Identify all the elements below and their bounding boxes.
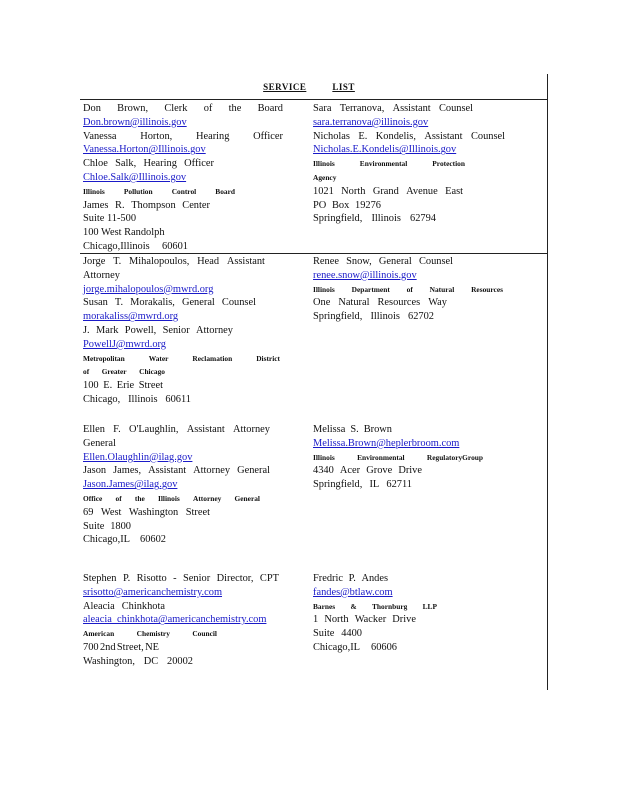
word: 60611	[165, 393, 191, 405]
contact-name	[83, 157, 214, 171]
contact-title: General	[83, 437, 116, 449]
word: Box	[331, 199, 350, 211]
word: James	[83, 199, 109, 211]
word: Control	[171, 186, 197, 196]
title-list: LIST	[332, 82, 355, 92]
word: Snow,	[346, 256, 372, 267]
word: Springfield,	[313, 479, 363, 491]
address-line: Suite 11-500	[83, 213, 137, 225]
contact-name	[313, 423, 392, 437]
contact-name	[313, 102, 473, 116]
email-link[interactable]: PowellJ@mwrd.org	[83, 338, 166, 350]
word: Attorney	[196, 324, 233, 336]
word: of	[203, 103, 213, 114]
word: Morakalis,	[130, 297, 175, 309]
email-link[interactable]: Jason.James@ilag.gov	[83, 479, 178, 491]
word: Springfield,	[313, 311, 363, 323]
word: Assistant	[424, 130, 463, 142]
word: E.	[358, 130, 368, 142]
word: Reclamation	[192, 353, 233, 363]
word: Washington,	[83, 655, 135, 667]
word: Assistant	[226, 256, 265, 267]
address-line	[83, 533, 166, 547]
word: Environmental	[359, 159, 408, 169]
word: Drive	[392, 614, 416, 626]
word: Resources	[471, 284, 503, 294]
word: Attorney	[233, 424, 270, 435]
email-link[interactable]: Vanessa.Horton@Illinois.gov	[83, 144, 206, 156]
address-line	[83, 199, 210, 213]
word: Board	[215, 186, 235, 196]
word: Jason	[83, 465, 107, 477]
word: Washington	[128, 506, 179, 518]
word: Center	[182, 199, 210, 211]
word: Counsel	[221, 297, 256, 309]
address-line	[83, 655, 193, 669]
word: General	[237, 465, 270, 477]
word: Director,	[216, 573, 254, 584]
address-line	[313, 212, 436, 226]
word: James,	[113, 465, 142, 477]
address-line	[313, 296, 447, 310]
word: IL	[369, 479, 380, 491]
word: Suite	[83, 520, 105, 532]
word: Street	[185, 506, 210, 518]
word: P.	[348, 573, 356, 584]
address-line	[83, 506, 210, 520]
word: Fredric	[313, 573, 344, 584]
word: Sara	[313, 103, 332, 114]
word: 2nd	[99, 641, 116, 653]
email-link[interactable]: fandes@btlaw.com	[313, 586, 393, 598]
word: Assistant	[148, 465, 187, 477]
entry-ierg	[313, 423, 505, 492]
contact-name	[83, 464, 270, 478]
email-link[interactable]: Melissa.Brown@heplerbroom.com	[313, 437, 460, 449]
address-line	[313, 199, 381, 213]
word: 60606	[371, 641, 397, 653]
word: One	[313, 297, 331, 309]
email-link[interactable]: Nicholas.E.Kondelis@Illinois.gov	[313, 144, 457, 156]
word: Suite	[313, 628, 335, 640]
organization-name	[313, 451, 483, 465]
word: Illinois	[370, 311, 400, 323]
word: Metropolitan	[83, 353, 125, 363]
entry-idnr	[313, 255, 505, 324]
word: 4340	[313, 465, 334, 477]
word: Ellen	[83, 424, 105, 435]
entry-american-chemistry-council	[83, 572, 283, 669]
address-line	[313, 185, 463, 199]
word: 1800	[110, 520, 131, 532]
word: Clerk	[164, 103, 188, 114]
word: 60602	[140, 534, 166, 546]
word: Council	[192, 629, 217, 639]
word: Chinkhota	[121, 600, 165, 612]
address-line	[83, 520, 131, 534]
word: Renee	[313, 256, 339, 267]
word: East	[445, 185, 463, 197]
word: Chemistry	[136, 629, 170, 639]
contact-name	[83, 572, 279, 586]
word: P.	[122, 573, 131, 584]
email-link[interactable]: renee.snow@illinois.gov	[313, 269, 417, 281]
address-line	[313, 478, 412, 492]
word: Risotto	[136, 573, 167, 584]
address-line	[83, 641, 159, 655]
word: Assistant	[392, 103, 431, 114]
word: T.	[114, 297, 124, 309]
word: PO	[313, 199, 327, 211]
word: Senior	[183, 573, 211, 584]
word: Horton,	[140, 130, 173, 142]
word: Chicago,IL	[83, 534, 131, 546]
word: Kondelis,	[375, 130, 416, 142]
contact-name	[83, 296, 256, 310]
word: Officer	[253, 130, 283, 142]
contact-name	[83, 102, 283, 116]
email-link[interactable]: aleacia_chinkhota@americanchemistry.com	[83, 614, 267, 626]
word: Avenue	[406, 185, 438, 197]
word: LLP	[422, 601, 437, 611]
word: Board	[257, 103, 283, 114]
word: Protection	[432, 159, 465, 169]
word: Jorge	[83, 256, 106, 267]
word: Chicago,	[83, 393, 121, 405]
word: Illinois	[128, 393, 158, 405]
entry-attorney-general	[83, 423, 283, 547]
word: Chicago,Illinois	[83, 240, 150, 252]
word: Counsel	[438, 103, 473, 114]
word: F.	[113, 424, 121, 435]
word: Environmental	[357, 452, 405, 462]
word: Head	[197, 256, 220, 267]
word: 62711	[386, 479, 412, 491]
word: NE	[145, 641, 159, 653]
word: Natural	[429, 284, 455, 294]
word: 62794	[410, 213, 436, 225]
word: Chicago,IL	[313, 641, 361, 653]
word: Salk,	[115, 158, 137, 170]
email-link[interactable]: Chloe.Salk@Illinois.gov	[83, 171, 187, 183]
word: -	[173, 573, 177, 584]
organization-name	[83, 627, 217, 641]
word: J.	[83, 324, 90, 336]
word: R.	[115, 199, 125, 211]
word: Illinois	[313, 284, 335, 294]
word: General	[378, 256, 412, 267]
word: General	[234, 493, 260, 503]
organization-name	[313, 600, 437, 614]
word: CPT	[259, 573, 279, 584]
word: RegulatoryGroup	[426, 452, 483, 462]
word: Officer	[184, 158, 214, 170]
word: of	[406, 284, 413, 294]
word: Chicago	[139, 367, 165, 377]
word: North	[341, 185, 366, 197]
word: Nicholas	[313, 130, 350, 142]
organization-name	[83, 185, 235, 199]
address-line	[83, 393, 191, 407]
word: Susan	[83, 297, 108, 309]
entry-mwrd	[83, 255, 283, 407]
word: the	[228, 103, 242, 114]
word: &	[350, 601, 357, 611]
word: Way	[428, 297, 447, 309]
word: Wacker	[354, 614, 387, 626]
word: Greater	[101, 367, 127, 377]
word: Illinois	[83, 186, 105, 196]
email-link[interactable]: Ellen.Olaughlin@ilag.gov	[83, 451, 193, 463]
page-title	[0, 82, 618, 92]
address-line	[83, 379, 163, 393]
word: Illinois	[371, 213, 401, 225]
word: Brown,	[117, 103, 149, 114]
email-link[interactable]: Don.brown@illinois.gov	[83, 116, 187, 128]
word: E.	[103, 380, 113, 392]
word: 4400	[341, 628, 362, 640]
word: Pollution	[123, 186, 153, 196]
word: 700	[83, 641, 99, 653]
vertical-rule	[547, 74, 548, 690]
word: 69	[83, 506, 94, 518]
word: 20002	[167, 655, 193, 667]
organization-name	[313, 283, 503, 297]
organization-name	[313, 157, 465, 171]
email-link[interactable]: srisotto@americanchemistry.com	[83, 586, 223, 598]
word: Illinois	[313, 159, 335, 169]
organization-name	[83, 352, 280, 366]
title-service: SERVICE	[263, 82, 307, 92]
entry-pollution-control-board	[83, 102, 283, 254]
word: Hearing	[143, 158, 177, 170]
word: Barnes	[313, 601, 336, 611]
word: DC	[143, 655, 159, 667]
word: Illinois	[313, 452, 335, 462]
contact-name	[83, 600, 165, 614]
word: Natural	[338, 297, 370, 309]
word: Water	[148, 353, 169, 363]
contact-name	[83, 130, 283, 144]
word: Don	[83, 103, 101, 114]
word: Attorney	[192, 493, 222, 503]
word: Drive	[398, 465, 422, 477]
word: Assistant	[186, 424, 225, 435]
word: O'Laughlin,	[128, 424, 179, 435]
organization-name	[83, 365, 165, 379]
email-link[interactable]: jorge.mihalopoulos@mwrd.org	[83, 283, 214, 295]
word: American	[83, 629, 115, 639]
contact-name	[313, 255, 453, 269]
address-line	[313, 464, 422, 478]
word: Thornburg	[371, 601, 408, 611]
contact-name	[313, 572, 388, 586]
contact-name	[83, 255, 265, 269]
word: the	[134, 493, 145, 503]
entry-illinois-epa	[313, 102, 505, 226]
word: S.	[350, 424, 359, 435]
organization-name: Agency	[313, 172, 337, 182]
address-line	[83, 240, 188, 254]
word: Street,	[116, 641, 144, 653]
word: Mark	[95, 324, 119, 336]
word: Resources	[377, 297, 421, 309]
word: Terranova,	[339, 103, 385, 114]
word: Chloe	[83, 158, 108, 170]
word: 100	[83, 380, 99, 392]
word: Aleacia	[83, 600, 115, 612]
word: T.	[113, 256, 122, 267]
word: Andes	[361, 573, 388, 584]
word: 1021	[313, 185, 334, 197]
word: Erie	[116, 380, 135, 392]
word: Brown	[363, 424, 392, 435]
word: Attorney	[193, 465, 231, 477]
word: 19276	[355, 199, 381, 211]
organization-name	[83, 492, 260, 506]
horizontal-rule-top	[80, 99, 547, 100]
word: Vanessa	[83, 130, 117, 142]
word: Mihalopoulos,	[129, 256, 190, 267]
contact-name	[83, 324, 233, 338]
word: North	[324, 614, 349, 626]
word: Illinois	[157, 493, 180, 503]
word: 1	[313, 614, 319, 626]
word: 60601	[162, 240, 188, 252]
entry-barnes-thornburg	[313, 572, 505, 655]
word: Counsel	[418, 256, 453, 267]
email-link[interactable]: morakaliss@mwrd.org	[83, 311, 179, 323]
word: Grand	[372, 185, 399, 197]
contact-name	[83, 423, 270, 437]
address-line: 100 West Randolph	[83, 227, 165, 239]
word: Springfield,	[313, 213, 363, 225]
word: Thompson	[131, 199, 176, 211]
address-line	[313, 641, 397, 655]
word: of	[115, 493, 122, 503]
word: Street	[138, 380, 163, 392]
contact-name	[313, 130, 505, 144]
word: Powell,	[124, 324, 157, 336]
word: Department	[351, 284, 390, 294]
word: Melissa	[313, 424, 346, 435]
contact-title: Attorney	[83, 269, 120, 281]
address-line	[313, 613, 416, 627]
word: West	[100, 506, 122, 518]
word: Counsel	[470, 130, 505, 142]
address-line	[313, 627, 362, 641]
word: Hearing	[195, 130, 230, 142]
word: Acer	[339, 465, 361, 477]
email-link[interactable]: sara.terranova@illinois.gov	[313, 116, 429, 128]
word: Senior	[162, 324, 190, 336]
address-line	[313, 310, 434, 324]
word: of	[83, 367, 90, 377]
word: District	[256, 353, 280, 363]
word: Grove	[366, 465, 393, 477]
word: Stephen	[83, 573, 117, 584]
word: 62702	[408, 311, 434, 323]
word: Office	[83, 493, 103, 503]
word: General	[181, 297, 215, 309]
